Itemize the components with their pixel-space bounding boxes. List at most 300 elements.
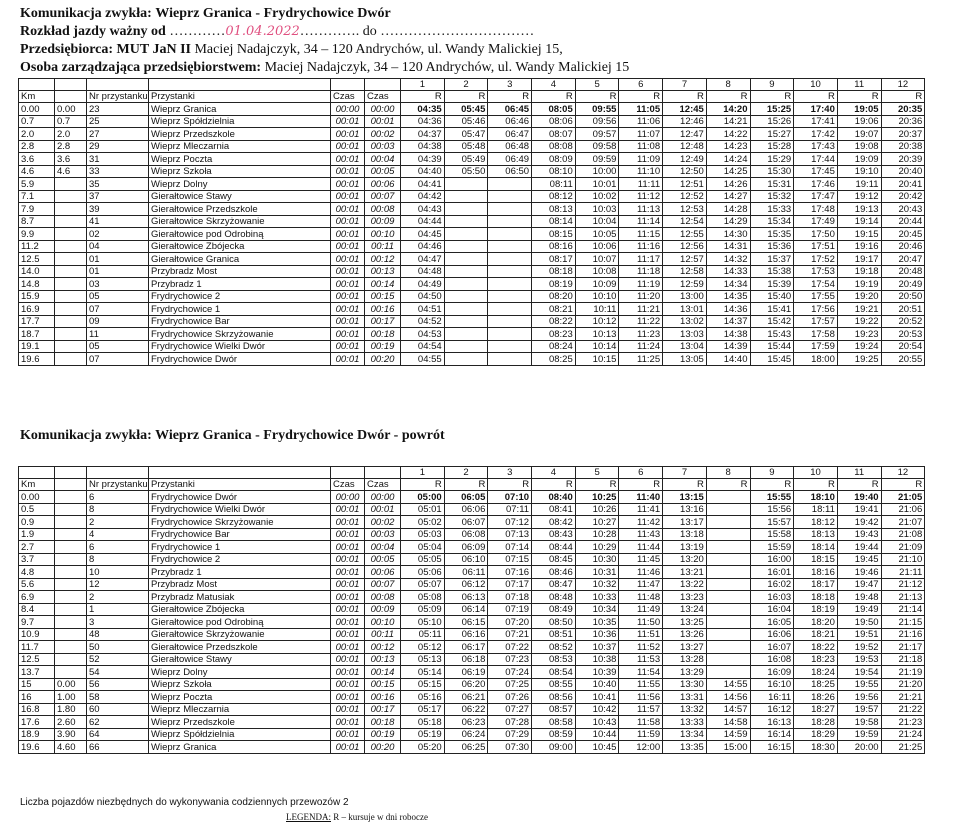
departure-time: 04:48 bbox=[401, 265, 445, 278]
departure-time: 11:47 bbox=[619, 578, 663, 591]
table-row bbox=[19, 165, 925, 178]
departure-time: 07:16 bbox=[488, 566, 532, 579]
departure-time: 13:04 bbox=[663, 340, 707, 353]
departure-time: 08:14 bbox=[532, 215, 576, 228]
departure-time: 06:12 bbox=[444, 578, 488, 591]
departure-time bbox=[488, 278, 532, 291]
departure-time: 15:39 bbox=[750, 278, 794, 291]
km-cell-2 bbox=[55, 666, 87, 679]
departure-time: 07:26 bbox=[488, 691, 532, 704]
header-cell-empty bbox=[87, 467, 149, 479]
departure-time: 20:39 bbox=[881, 153, 925, 166]
departure-time: 11:14 bbox=[619, 215, 663, 228]
time-cumulative: 00:05 bbox=[365, 165, 401, 178]
departure-time: 10:08 bbox=[575, 265, 619, 278]
departure-time: 04:38 bbox=[401, 140, 445, 153]
departure-time: 07:29 bbox=[488, 728, 532, 741]
header-cell-empty bbox=[55, 467, 87, 479]
course-flag: R bbox=[401, 91, 445, 103]
departure-time: 17:47 bbox=[794, 190, 838, 203]
table-row bbox=[19, 603, 925, 616]
time-between: 00:01 bbox=[331, 278, 365, 291]
header-row-labels bbox=[19, 91, 925, 103]
departure-time: 11:42 bbox=[619, 516, 663, 529]
departure-time: 06:21 bbox=[444, 691, 488, 704]
departure-time: 09:00 bbox=[532, 741, 576, 754]
departure-time bbox=[488, 340, 532, 353]
course-flag: R bbox=[794, 91, 838, 103]
table-row bbox=[19, 340, 925, 353]
departure-time: 19:23 bbox=[837, 328, 881, 341]
stop-name: Frydrychowice Dwór bbox=[149, 491, 331, 504]
course-number: 10 bbox=[794, 467, 838, 479]
departure-time: 12:54 bbox=[663, 215, 707, 228]
col-stop-header: Przystanki bbox=[149, 479, 331, 491]
departure-time: 10:43 bbox=[575, 716, 619, 729]
departure-time: 08:05 bbox=[532, 103, 576, 116]
departure-time: 19:47 bbox=[837, 578, 881, 591]
departure-time: 06:19 bbox=[444, 666, 488, 679]
time-between: 00:01 bbox=[331, 553, 365, 566]
departure-time: 04:35 bbox=[401, 103, 445, 116]
departure-time: 20:42 bbox=[881, 190, 925, 203]
vehicle-count: Liczba pojazdów niezbędnych do wykonywania codziennych przewozów 2 bbox=[20, 797, 349, 808]
time-between: 00:01 bbox=[331, 716, 365, 729]
departure-time: 15:38 bbox=[750, 265, 794, 278]
departure-time: 19:58 bbox=[837, 716, 881, 729]
time-between: 00:01 bbox=[331, 578, 365, 591]
km-cell-2 bbox=[55, 290, 87, 303]
departure-time: 13:26 bbox=[663, 628, 707, 641]
departure-time: 19:25 bbox=[837, 353, 881, 366]
course-flag: R bbox=[532, 479, 576, 491]
time-cumulative: 00:15 bbox=[365, 290, 401, 303]
departure-time: 11:05 bbox=[619, 103, 663, 116]
departure-time: 15:41 bbox=[750, 303, 794, 316]
km-cell-2 bbox=[55, 340, 87, 353]
departure-time: 15:27 bbox=[750, 128, 794, 141]
departure-time: 12:55 bbox=[663, 228, 707, 241]
departure-time: 05:12 bbox=[401, 641, 445, 654]
km-cell: 11.7 bbox=[19, 641, 55, 654]
departure-time: 14:26 bbox=[706, 178, 750, 191]
time-cumulative: 00:10 bbox=[365, 616, 401, 629]
departure-time bbox=[488, 303, 532, 316]
departure-time bbox=[706, 653, 750, 666]
km-cell: 14.8 bbox=[19, 278, 55, 291]
time-between: 00:01 bbox=[331, 115, 365, 128]
departure-time: 18:11 bbox=[794, 503, 838, 516]
departure-time: 06:16 bbox=[444, 628, 488, 641]
departure-time: 13:34 bbox=[663, 728, 707, 741]
departure-time: 13:32 bbox=[663, 703, 707, 716]
departure-time: 07:30 bbox=[488, 741, 532, 754]
stop-number: 6 bbox=[87, 491, 149, 504]
time-between: 00:01 bbox=[331, 503, 365, 516]
departure-time: 06:11 bbox=[444, 566, 488, 579]
header-cell-empty bbox=[19, 79, 55, 91]
table-row bbox=[19, 203, 925, 216]
table-row bbox=[19, 253, 925, 266]
departure-time: 06:49 bbox=[488, 153, 532, 166]
departure-time: 16:00 bbox=[750, 553, 794, 566]
departure-time: 06:45 bbox=[488, 103, 532, 116]
departure-time: 15:59 bbox=[750, 541, 794, 554]
departure-time: 18:26 bbox=[794, 691, 838, 704]
km-cell: 11.2 bbox=[19, 240, 55, 253]
departure-time: 05:09 bbox=[401, 603, 445, 616]
departure-time: 17:50 bbox=[794, 228, 838, 241]
stop-name: Frydrychowice Wielki Dwór bbox=[149, 340, 331, 353]
course-flag: R bbox=[663, 91, 707, 103]
table-row bbox=[19, 678, 925, 691]
departure-time: 14:57 bbox=[706, 703, 750, 716]
table-row bbox=[19, 215, 925, 228]
km-cell-2 bbox=[55, 303, 87, 316]
departure-time: 19:57 bbox=[837, 703, 881, 716]
departure-time: 15:40 bbox=[750, 290, 794, 303]
km-cell-2 bbox=[55, 553, 87, 566]
departure-time bbox=[706, 566, 750, 579]
departure-time: 19:49 bbox=[837, 603, 881, 616]
stop-name: Gierałtowice Przedszkole bbox=[149, 641, 331, 654]
time-cumulative: 00:11 bbox=[365, 240, 401, 253]
stop-number: 62 bbox=[87, 716, 149, 729]
km-cell: 10.9 bbox=[19, 628, 55, 641]
departure-time: 05:02 bbox=[401, 516, 445, 529]
km-cell-2 bbox=[55, 653, 87, 666]
departure-time: 16:15 bbox=[750, 741, 794, 754]
km-cell: 16.8 bbox=[19, 703, 55, 716]
km-cell: 2.7 bbox=[19, 541, 55, 554]
departure-time: 06:20 bbox=[444, 678, 488, 691]
departure-time: 05:14 bbox=[401, 666, 445, 679]
stop-name: Wieprz Poczta bbox=[149, 153, 331, 166]
departure-time: 14:39 bbox=[706, 340, 750, 353]
time-between: 00:01 bbox=[331, 691, 365, 704]
departure-time: 11:16 bbox=[619, 240, 663, 253]
stop-name: Gierałtowice pod Odrobiną bbox=[149, 616, 331, 629]
departure-time: 04:49 bbox=[401, 278, 445, 291]
time-cumulative: 00:00 bbox=[365, 103, 401, 116]
departure-time: 19:41 bbox=[837, 503, 881, 516]
departure-time: 12:00 bbox=[619, 741, 663, 754]
course-number: 5 bbox=[575, 79, 619, 91]
header-cell-empty bbox=[331, 467, 365, 479]
departure-time: 11:40 bbox=[619, 491, 663, 504]
time-between: 00:01 bbox=[331, 728, 365, 741]
departure-time: 15:36 bbox=[750, 240, 794, 253]
km-cell: 6.9 bbox=[19, 591, 55, 604]
stop-name: Gierałtowice Zbójecka bbox=[149, 240, 331, 253]
time-cumulative: 00:16 bbox=[365, 691, 401, 704]
course-flag: R bbox=[532, 91, 576, 103]
departure-time: 10:45 bbox=[575, 741, 619, 754]
km-cell-2 bbox=[55, 616, 87, 629]
departure-time: 11:43 bbox=[619, 528, 663, 541]
departure-time: 08:41 bbox=[532, 503, 576, 516]
time-cumulative: 00:07 bbox=[365, 578, 401, 591]
departure-time: 19:55 bbox=[837, 678, 881, 691]
departure-time: 21:22 bbox=[881, 703, 925, 716]
stop-name: Frydrychowice 1 bbox=[149, 541, 331, 554]
stop-name: Frydrychowice Bar bbox=[149, 528, 331, 541]
departure-time: 16:12 bbox=[750, 703, 794, 716]
stop-name: Wieprz Spółdzielnia bbox=[149, 115, 331, 128]
departure-time: 12:57 bbox=[663, 253, 707, 266]
stop-name: Frydrychowice 2 bbox=[149, 290, 331, 303]
departure-time: 15:25 bbox=[750, 103, 794, 116]
table-row bbox=[19, 491, 925, 504]
time-between: 00:01 bbox=[331, 591, 365, 604]
departure-time: 11:53 bbox=[619, 653, 663, 666]
departure-time bbox=[488, 328, 532, 341]
stop-name: Frydrychowice 2 bbox=[149, 553, 331, 566]
departure-time: 19:54 bbox=[837, 666, 881, 679]
departure-time bbox=[706, 603, 750, 616]
departure-time: 11:11 bbox=[619, 178, 663, 191]
departure-time: 05:48 bbox=[444, 140, 488, 153]
line-name-label: Komunikacja zwykła: bbox=[20, 6, 152, 21]
departure-time: 06:08 bbox=[444, 528, 488, 541]
departure-time: 17:48 bbox=[794, 203, 838, 216]
time-between: 00:01 bbox=[331, 566, 365, 579]
departure-time: 18:30 bbox=[794, 741, 838, 754]
departure-time: 16:13 bbox=[750, 716, 794, 729]
km-cell-2: 4.6 bbox=[55, 165, 87, 178]
operator-label: Przedsiębiorca: MUT JaN II bbox=[20, 42, 191, 57]
departure-time: 13:21 bbox=[663, 566, 707, 579]
course-flag: R bbox=[619, 479, 663, 491]
departure-time: 21:14 bbox=[881, 603, 925, 616]
header-cell-empty bbox=[149, 467, 331, 479]
table-row bbox=[19, 115, 925, 128]
departure-time: 07:27 bbox=[488, 703, 532, 716]
km-cell-2 bbox=[55, 528, 87, 541]
departure-time: 07:13 bbox=[488, 528, 532, 541]
stop-name: Gierałtowice Skrzyżowanie bbox=[149, 215, 331, 228]
departure-time: 20:49 bbox=[881, 278, 925, 291]
departure-time bbox=[444, 240, 488, 253]
departure-time: 14:32 bbox=[706, 253, 750, 266]
header-cell-empty bbox=[149, 79, 331, 91]
departure-time: 14:33 bbox=[706, 265, 750, 278]
course-number: 8 bbox=[706, 467, 750, 479]
departure-time: 14:38 bbox=[706, 328, 750, 341]
km-cell: 16 bbox=[19, 691, 55, 704]
departure-time: 18:21 bbox=[794, 628, 838, 641]
departure-time: 06:47 bbox=[488, 128, 532, 141]
departure-time bbox=[444, 203, 488, 216]
km-cell-2 bbox=[55, 541, 87, 554]
stop-number: 29 bbox=[87, 140, 149, 153]
departure-time: 08:23 bbox=[532, 328, 576, 341]
departure-time: 08:19 bbox=[532, 278, 576, 291]
departure-time: 14:35 bbox=[706, 290, 750, 303]
departure-time: 18:00 bbox=[794, 353, 838, 366]
table-row bbox=[19, 516, 925, 529]
departure-time: 16:06 bbox=[750, 628, 794, 641]
time-cumulative: 00:13 bbox=[365, 653, 401, 666]
km-cell: 13.7 bbox=[19, 666, 55, 679]
departure-time: 21:08 bbox=[881, 528, 925, 541]
departure-time: 06:46 bbox=[488, 115, 532, 128]
km-cell-2 bbox=[55, 253, 87, 266]
departure-time: 16:08 bbox=[750, 653, 794, 666]
departure-time: 13:28 bbox=[663, 653, 707, 666]
departure-time bbox=[444, 265, 488, 278]
time-cumulative: 00:10 bbox=[365, 228, 401, 241]
table-row bbox=[19, 591, 925, 604]
time-cumulative: 00:15 bbox=[365, 678, 401, 691]
legend-text: R – kursuje w dni robocze bbox=[331, 812, 428, 822]
operator-value: Maciej Nadajczyk, 34 – 120 Andrychów, ul. Wandy Malickiej 15, bbox=[194, 42, 563, 57]
departure-time: 19:16 bbox=[837, 240, 881, 253]
departure-time: 17:49 bbox=[794, 215, 838, 228]
departure-time: 19:19 bbox=[837, 278, 881, 291]
departure-time: 07:15 bbox=[488, 553, 532, 566]
departure-time bbox=[706, 628, 750, 641]
stop-name: Przybradz Most bbox=[149, 265, 331, 278]
departure-time: 21:07 bbox=[881, 516, 925, 529]
time-cumulative: 00:09 bbox=[365, 215, 401, 228]
departure-time: 08:10 bbox=[532, 165, 576, 178]
departure-time: 10:27 bbox=[575, 516, 619, 529]
stop-number: 07 bbox=[87, 303, 149, 316]
course-number: 2 bbox=[444, 467, 488, 479]
km-cell: 18.9 bbox=[19, 728, 55, 741]
departure-time: 08:24 bbox=[532, 340, 576, 353]
stop-name: Wieprz Przedszkole bbox=[149, 716, 331, 729]
col-czas2-header: Czas bbox=[365, 91, 401, 103]
departure-time: 11:49 bbox=[619, 603, 663, 616]
time-between: 00:01 bbox=[331, 303, 365, 316]
departure-time: 15:32 bbox=[750, 190, 794, 203]
km-cell: 3.7 bbox=[19, 553, 55, 566]
stop-name: Gierałtowice Skrzyżowanie bbox=[149, 628, 331, 641]
time-between: 00:01 bbox=[331, 240, 365, 253]
section-return-title: Komunikacja zwykła: Wieprz Granica - Frydrychowice Dwór - powrót bbox=[20, 428, 445, 443]
stop-number: 1 bbox=[87, 603, 149, 616]
departure-time: 19:40 bbox=[837, 491, 881, 504]
course-flag: R bbox=[881, 91, 925, 103]
table-row bbox=[19, 541, 925, 554]
km-cell-2 bbox=[55, 278, 87, 291]
departure-time: 14:55 bbox=[706, 678, 750, 691]
km-cell: 4.8 bbox=[19, 566, 55, 579]
km-cell: 9.9 bbox=[19, 228, 55, 241]
stop-number: 05 bbox=[87, 340, 149, 353]
departure-time: 20:55 bbox=[881, 353, 925, 366]
departure-time: 05:47 bbox=[444, 128, 488, 141]
km-cell: 12.5 bbox=[19, 253, 55, 266]
departure-time: 04:43 bbox=[401, 203, 445, 216]
departure-time: 05:00 bbox=[401, 491, 445, 504]
departure-time: 13:00 bbox=[663, 290, 707, 303]
departure-time: 19:15 bbox=[837, 228, 881, 241]
departure-time: 11:56 bbox=[619, 691, 663, 704]
departure-time: 18:17 bbox=[794, 578, 838, 591]
departure-time: 08:52 bbox=[532, 641, 576, 654]
time-cumulative: 00:02 bbox=[365, 516, 401, 529]
table-row bbox=[19, 666, 925, 679]
line-name bbox=[20, 6, 391, 22]
departure-time bbox=[444, 353, 488, 366]
course-flag: R bbox=[619, 91, 663, 103]
departure-time: 05:45 bbox=[444, 103, 488, 116]
departure-time: 14:30 bbox=[706, 228, 750, 241]
course-flag: R bbox=[837, 91, 881, 103]
time-cumulative: 00:00 bbox=[365, 491, 401, 504]
departure-time bbox=[488, 178, 532, 191]
departure-time: 11:25 bbox=[619, 353, 663, 366]
departure-time bbox=[706, 491, 750, 504]
km-cell: 2.0 bbox=[19, 128, 55, 141]
departure-time: 17:55 bbox=[794, 290, 838, 303]
km-cell-2 bbox=[55, 603, 87, 616]
time-between: 00:01 bbox=[331, 328, 365, 341]
departure-time: 18:28 bbox=[794, 716, 838, 729]
course-number: 7 bbox=[663, 467, 707, 479]
course-number: 12 bbox=[881, 467, 925, 479]
departure-time: 07:19 bbox=[488, 603, 532, 616]
km-cell: 1.9 bbox=[19, 528, 55, 541]
departure-time: 20:48 bbox=[881, 265, 925, 278]
departure-time: 11:08 bbox=[619, 140, 663, 153]
departure-time: 11:48 bbox=[619, 591, 663, 604]
table-row bbox=[19, 691, 925, 704]
departure-time: 06:10 bbox=[444, 553, 488, 566]
departure-time: 11:41 bbox=[619, 503, 663, 516]
km-cell-2: 1.00 bbox=[55, 691, 87, 704]
col-nr-header: Nr przystanku bbox=[87, 91, 149, 103]
departure-time: 15:43 bbox=[750, 328, 794, 341]
departure-time: 05:15 bbox=[401, 678, 445, 691]
departure-time: 10:03 bbox=[575, 203, 619, 216]
departure-time: 17:51 bbox=[794, 240, 838, 253]
stop-name: Gierałtowice Stawy bbox=[149, 190, 331, 203]
departure-time: 06:22 bbox=[444, 703, 488, 716]
stop-number: 66 bbox=[87, 741, 149, 754]
km-cell-2: 3.6 bbox=[55, 153, 87, 166]
stop-name: Wieprz Szkoła bbox=[149, 165, 331, 178]
departure-time: 08:57 bbox=[532, 703, 576, 716]
departure-time: 08:21 bbox=[532, 303, 576, 316]
departure-time: 11:52 bbox=[619, 641, 663, 654]
km-cell: 16.9 bbox=[19, 303, 55, 316]
departure-time: 19:52 bbox=[837, 641, 881, 654]
validity-label: Rozkład jazdy ważny od bbox=[20, 24, 166, 39]
stop-name: Wieprz Granica bbox=[149, 103, 331, 116]
departure-time: 10:32 bbox=[575, 578, 619, 591]
departure-time: 10:09 bbox=[575, 278, 619, 291]
departure-time: 19:17 bbox=[837, 253, 881, 266]
time-between: 00:01 bbox=[331, 603, 365, 616]
stop-number: 2 bbox=[87, 591, 149, 604]
departure-time: 20:52 bbox=[881, 315, 925, 328]
departure-time: 13:02 bbox=[663, 315, 707, 328]
departure-time: 13:23 bbox=[663, 591, 707, 604]
departure-time: 05:01 bbox=[401, 503, 445, 516]
table-row bbox=[19, 178, 925, 191]
table-row bbox=[19, 628, 925, 641]
departure-time: 05:46 bbox=[444, 115, 488, 128]
km-cell-2: 4.60 bbox=[55, 741, 87, 754]
km-cell: 2.8 bbox=[19, 140, 55, 153]
time-between: 00:01 bbox=[331, 153, 365, 166]
header-cell-empty bbox=[365, 467, 401, 479]
departure-time: 04:53 bbox=[401, 328, 445, 341]
